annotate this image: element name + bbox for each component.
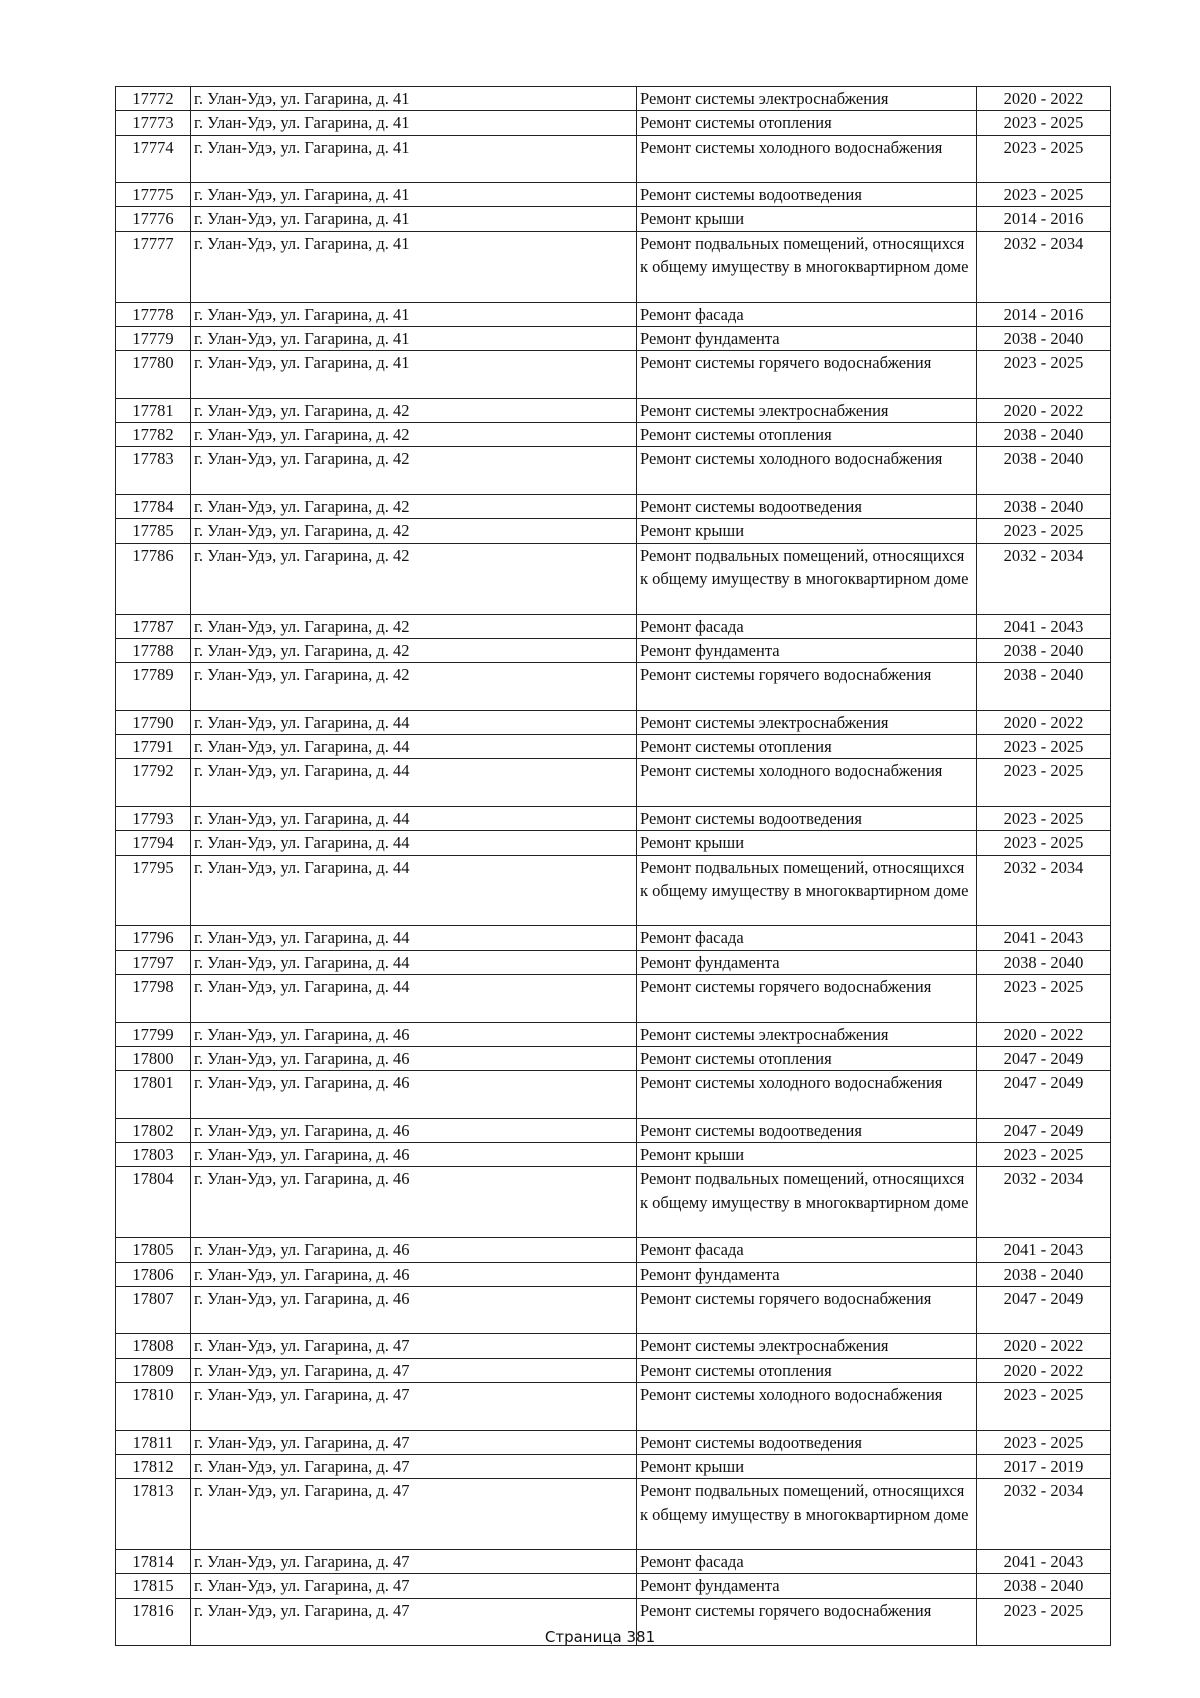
row-number-cell: 17790 xyxy=(116,710,191,734)
work-type-cell: Ремонт системы электроснабжения xyxy=(637,1022,977,1046)
period-cell: 2038 - 2040 xyxy=(977,495,1111,519)
work-type-cell: Ремонт системы водоотведения xyxy=(637,806,977,830)
table-row xyxy=(116,87,1111,111)
address-cell: г. Улан-Удэ, ул. Гагарина, д. 44 xyxy=(191,926,637,950)
table-row xyxy=(116,1167,1111,1238)
table-row xyxy=(116,855,1111,926)
table-row xyxy=(116,302,1111,326)
table-row xyxy=(116,207,1111,231)
address-cell: г. Улан-Удэ, ул. Гагарина, д. 41 xyxy=(191,87,637,111)
work-type-cell: Ремонт системы водоотведения xyxy=(637,183,977,207)
work-type-cell: Ремонт фундамента xyxy=(637,1574,977,1598)
row-number-cell: 17773 xyxy=(116,111,191,135)
table-row xyxy=(116,351,1111,399)
work-type-cell: Ремонт фасада xyxy=(637,302,977,326)
row-number-cell: 17772 xyxy=(116,87,191,111)
row-number-cell: 17784 xyxy=(116,495,191,519)
address-cell: г. Улан-Удэ, ул. Гагарина, д. 47 xyxy=(191,1574,637,1598)
table-row xyxy=(116,1118,1111,1142)
table-row xyxy=(116,1334,1111,1358)
address-cell: г. Улан-Удэ, ул. Гагарина, д. 42 xyxy=(191,638,637,662)
work-type-cell: Ремонт системы водоотведения xyxy=(637,1118,977,1142)
row-number-cell: 17788 xyxy=(116,638,191,662)
address-cell: г. Улан-Удэ, ул. Гагарина, д. 47 xyxy=(191,1383,637,1431)
row-number-cell: 17781 xyxy=(116,398,191,422)
address-cell: г. Улан-Удэ, ул. Гагарина, д. 42 xyxy=(191,447,637,495)
address-cell: г. Улан-Удэ, ул. Гагарина, д. 46 xyxy=(191,1167,637,1238)
address-cell: г. Улан-Удэ, ул. Гагарина, д. 47 xyxy=(191,1598,637,1646)
table-row xyxy=(116,1479,1111,1550)
row-number-cell: 17775 xyxy=(116,183,191,207)
address-cell: г. Улан-Удэ, ул. Гагарина, д. 44 xyxy=(191,759,637,807)
table-row xyxy=(116,519,1111,543)
period-cell: 2038 - 2040 xyxy=(977,638,1111,662)
table-row xyxy=(116,543,1111,614)
row-number-cell: 17776 xyxy=(116,207,191,231)
address-cell: г. Улан-Удэ, ул. Гагарина, д. 41 xyxy=(191,207,637,231)
period-cell: 2047 - 2049 xyxy=(977,1046,1111,1070)
row-number-cell: 17799 xyxy=(116,1022,191,1046)
row-number-cell: 17777 xyxy=(116,231,191,302)
row-number-cell: 17814 xyxy=(116,1550,191,1574)
period-cell: 2020 - 2022 xyxy=(977,710,1111,734)
work-type-cell: Ремонт крыши xyxy=(637,831,977,855)
table-row xyxy=(116,926,1111,950)
address-cell: г. Улан-Удэ, ул. Гагарина, д. 46 xyxy=(191,1118,637,1142)
work-type-cell: Ремонт системы горячего водоснабжения xyxy=(637,1598,977,1646)
address-cell: г. Улан-Удэ, ул. Гагарина, д. 47 xyxy=(191,1550,637,1574)
table-row xyxy=(116,735,1111,759)
row-number-cell: 17786 xyxy=(116,543,191,614)
row-number-cell: 17779 xyxy=(116,326,191,350)
table-row xyxy=(116,831,1111,855)
period-cell: 2020 - 2022 xyxy=(977,1022,1111,1046)
period-cell: 2023 - 2025 xyxy=(977,806,1111,830)
address-cell: г. Улан-Удэ, ул. Гагарина, д. 44 xyxy=(191,950,637,974)
repair-schedule-table xyxy=(115,86,1111,1646)
row-number-cell: 17809 xyxy=(116,1358,191,1382)
row-number-cell: 17808 xyxy=(116,1334,191,1358)
work-type-cell: Ремонт системы электроснабжения xyxy=(637,710,977,734)
work-type-cell: Ремонт системы отопления xyxy=(637,111,977,135)
address-cell: г. Улан-Удэ, ул. Гагарина, д. 41 xyxy=(191,183,637,207)
table-row xyxy=(116,759,1111,807)
address-cell: г. Улан-Удэ, ул. Гагарина, д. 41 xyxy=(191,302,637,326)
address-cell: г. Улан-Удэ, ул. Гагарина, д. 41 xyxy=(191,326,637,350)
address-cell: г. Улан-Удэ, ул. Гагарина, д. 42 xyxy=(191,663,637,711)
period-cell: 2023 - 2025 xyxy=(977,759,1111,807)
address-cell: г. Улан-Удэ, ул. Гагарина, д. 44 xyxy=(191,974,637,1022)
row-number-cell: 17797 xyxy=(116,950,191,974)
period-cell: 2023 - 2025 xyxy=(977,183,1111,207)
table-row xyxy=(116,663,1111,711)
table-row xyxy=(116,423,1111,447)
period-cell: 2038 - 2040 xyxy=(977,663,1111,711)
period-cell: 2041 - 2043 xyxy=(977,1238,1111,1262)
work-type-cell: Ремонт системы водоотведения xyxy=(637,495,977,519)
row-number-cell: 17816 xyxy=(116,1598,191,1646)
period-cell: 2023 - 2025 xyxy=(977,111,1111,135)
table-row xyxy=(116,1143,1111,1167)
address-cell: г. Улан-Удэ, ул. Гагарина, д. 42 xyxy=(191,398,637,422)
work-type-cell: Ремонт системы горячего водоснабжения xyxy=(637,1286,977,1334)
address-cell: г. Улан-Удэ, ул. Гагарина, д. 47 xyxy=(191,1358,637,1382)
work-type-cell: Ремонт системы отопления xyxy=(637,423,977,447)
period-cell: 2047 - 2049 xyxy=(977,1286,1111,1334)
table-row xyxy=(116,1454,1111,1478)
row-number-cell: 17811 xyxy=(116,1430,191,1454)
address-cell: г. Улан-Удэ, ул. Гагарина, д. 42 xyxy=(191,543,637,614)
address-cell: г. Улан-Удэ, ул. Гагарина, д. 47 xyxy=(191,1334,637,1358)
row-number-cell: 17796 xyxy=(116,926,191,950)
address-cell: г. Улан-Удэ, ул. Гагарина, д. 46 xyxy=(191,1071,637,1119)
address-cell: г. Улан-Удэ, ул. Гагарина, д. 44 xyxy=(191,855,637,926)
work-type-cell: Ремонт подвальных помещений, относящихся к общему имуществу в многоквартирном доме xyxy=(637,1167,977,1238)
period-cell: 2023 - 2025 xyxy=(977,519,1111,543)
table-body xyxy=(116,87,1111,1646)
table-row xyxy=(116,638,1111,662)
row-number-cell: 17813 xyxy=(116,1479,191,1550)
row-number-cell: 17798 xyxy=(116,974,191,1022)
period-cell: 2023 - 2025 xyxy=(977,1598,1111,1646)
table-row xyxy=(116,183,1111,207)
work-type-cell: Ремонт системы холодного водоснабжения xyxy=(637,1071,977,1119)
row-number-cell: 17815 xyxy=(116,1574,191,1598)
row-number-cell: 17812 xyxy=(116,1454,191,1478)
table-row xyxy=(116,1358,1111,1382)
period-cell: 2038 - 2040 xyxy=(977,423,1111,447)
work-type-cell: Ремонт системы отопления xyxy=(637,1046,977,1070)
row-number-cell: 17802 xyxy=(116,1118,191,1142)
address-cell: г. Улан-Удэ, ул. Гагарина, д. 46 xyxy=(191,1143,637,1167)
work-type-cell: Ремонт крыши xyxy=(637,1143,977,1167)
work-type-cell: Ремонт фасада xyxy=(637,1238,977,1262)
table-row xyxy=(116,495,1111,519)
work-type-cell: Ремонт системы холодного водоснабжения xyxy=(637,447,977,495)
period-cell: 2041 - 2043 xyxy=(977,1550,1111,1574)
work-type-cell: Ремонт фасада xyxy=(637,1550,977,1574)
table-row xyxy=(116,974,1111,1022)
work-type-cell: Ремонт системы электроснабжения xyxy=(637,87,977,111)
page-number: Страница 381 xyxy=(544,1628,656,1646)
table-row xyxy=(116,1286,1111,1334)
period-cell: 2020 - 2022 xyxy=(977,1334,1111,1358)
table-row xyxy=(116,614,1111,638)
table-row xyxy=(116,1550,1111,1574)
row-number-cell: 17789 xyxy=(116,663,191,711)
row-number-cell: 17791 xyxy=(116,735,191,759)
row-number-cell: 17793 xyxy=(116,806,191,830)
period-cell: 2032 - 2034 xyxy=(977,855,1111,926)
period-cell: 2020 - 2022 xyxy=(977,398,1111,422)
row-number-cell: 17810 xyxy=(116,1383,191,1431)
period-cell: 2038 - 2040 xyxy=(977,1262,1111,1286)
table-row xyxy=(116,1262,1111,1286)
row-number-cell: 17794 xyxy=(116,831,191,855)
work-type-cell: Ремонт системы холодного водоснабжения xyxy=(637,1383,977,1431)
table-row xyxy=(116,1022,1111,1046)
period-cell: 2023 - 2025 xyxy=(977,1383,1111,1431)
work-type-cell: Ремонт системы водоотведения xyxy=(637,1430,977,1454)
address-cell: г. Улан-Удэ, ул. Гагарина, д. 41 xyxy=(191,231,637,302)
row-number-cell: 17803 xyxy=(116,1143,191,1167)
work-type-cell: Ремонт системы горячего водоснабжения xyxy=(637,351,977,399)
period-cell: 2041 - 2043 xyxy=(977,614,1111,638)
period-cell: 2047 - 2049 xyxy=(977,1071,1111,1119)
table-row xyxy=(116,1238,1111,1262)
period-cell: 2032 - 2034 xyxy=(977,231,1111,302)
period-cell: 2032 - 2034 xyxy=(977,1167,1111,1238)
table-row xyxy=(116,135,1111,183)
work-type-cell: Ремонт крыши xyxy=(637,1454,977,1478)
address-cell: г. Улан-Удэ, ул. Гагарина, д. 44 xyxy=(191,806,637,830)
table-row xyxy=(116,710,1111,734)
work-type-cell: Ремонт системы холодного водоснабжения xyxy=(637,135,977,183)
table-row xyxy=(116,1383,1111,1431)
work-type-cell: Ремонт фундамента xyxy=(637,326,977,350)
row-number-cell: 17801 xyxy=(116,1071,191,1119)
period-cell: 2014 - 2016 xyxy=(977,207,1111,231)
row-number-cell: 17806 xyxy=(116,1262,191,1286)
table-row xyxy=(116,1071,1111,1119)
row-number-cell: 17787 xyxy=(116,614,191,638)
work-type-cell: Ремонт подвальных помещений, относящихся к общему имуществу в многоквартирном доме xyxy=(637,231,977,302)
work-type-cell: Ремонт подвальных помещений, относящихся к общему имуществу в многоквартирном доме xyxy=(637,543,977,614)
table-row xyxy=(116,1046,1111,1070)
row-number-cell: 17804 xyxy=(116,1167,191,1238)
period-cell: 2017 - 2019 xyxy=(977,1454,1111,1478)
address-cell: г. Улан-Удэ, ул. Гагарина, д. 44 xyxy=(191,735,637,759)
row-number-cell: 17782 xyxy=(116,423,191,447)
row-number-cell: 17785 xyxy=(116,519,191,543)
work-type-cell: Ремонт крыши xyxy=(637,519,977,543)
work-type-cell: Ремонт крыши xyxy=(637,207,977,231)
period-cell: 2038 - 2040 xyxy=(977,1574,1111,1598)
row-number-cell: 17778 xyxy=(116,302,191,326)
row-number-cell: 17800 xyxy=(116,1046,191,1070)
row-number-cell: 17774 xyxy=(116,135,191,183)
row-number-cell: 17792 xyxy=(116,759,191,807)
work-type-cell: Ремонт подвальных помещений, относящихся к общему имуществу в многоквартирном доме xyxy=(637,1479,977,1550)
work-type-cell: Ремонт фасада xyxy=(637,614,977,638)
work-type-cell: Ремонт системы холодного водоснабжения xyxy=(637,759,977,807)
address-cell: г. Улан-Удэ, ул. Гагарина, д. 42 xyxy=(191,519,637,543)
period-cell: 2023 - 2025 xyxy=(977,974,1111,1022)
address-cell: г. Улан-Удэ, ул. Гагарина, д. 44 xyxy=(191,710,637,734)
work-type-cell: Ремонт фундамента xyxy=(637,638,977,662)
address-cell: г. Улан-Удэ, ул. Гагарина, д. 42 xyxy=(191,423,637,447)
table-row xyxy=(116,231,1111,302)
work-type-cell: Ремонт системы горячего водоснабжения xyxy=(637,974,977,1022)
period-cell: 2038 - 2040 xyxy=(977,950,1111,974)
period-cell: 2038 - 2040 xyxy=(977,447,1111,495)
work-type-cell: Ремонт системы горячего водоснабжения xyxy=(637,663,977,711)
period-cell: 2047 - 2049 xyxy=(977,1118,1111,1142)
address-cell: г. Улан-Удэ, ул. Гагарина, д. 47 xyxy=(191,1479,637,1550)
address-cell: г. Улан-Удэ, ул. Гагарина, д. 46 xyxy=(191,1022,637,1046)
period-cell: 2023 - 2025 xyxy=(977,735,1111,759)
period-cell: 2023 - 2025 xyxy=(977,831,1111,855)
address-cell: г. Улан-Удэ, ул. Гагарина, д. 46 xyxy=(191,1046,637,1070)
work-type-cell: Ремонт подвальных помещений, относящихся к общему имуществу в многоквартирном доме xyxy=(637,855,977,926)
period-cell: 2023 - 2025 xyxy=(977,1430,1111,1454)
table-row xyxy=(116,1574,1111,1598)
address-cell: г. Улан-Удэ, ул. Гагарина, д. 41 xyxy=(191,111,637,135)
period-cell: 2032 - 2034 xyxy=(977,1479,1111,1550)
address-cell: г. Улан-Удэ, ул. Гагарина, д. 46 xyxy=(191,1286,637,1334)
period-cell: 2020 - 2022 xyxy=(977,87,1111,111)
table-row xyxy=(116,398,1111,422)
work-type-cell: Ремонт фундамента xyxy=(637,1262,977,1286)
period-cell: 2038 - 2040 xyxy=(977,326,1111,350)
table-row xyxy=(116,950,1111,974)
work-type-cell: Ремонт системы электроснабжения xyxy=(637,1334,977,1358)
address-cell: г. Улан-Удэ, ул. Гагарина, д. 41 xyxy=(191,135,637,183)
address-cell: г. Улан-Удэ, ул. Гагарина, д. 44 xyxy=(191,831,637,855)
row-number-cell: 17795 xyxy=(116,855,191,926)
row-number-cell: 17783 xyxy=(116,447,191,495)
address-cell: г. Улан-Удэ, ул. Гагарина, д. 47 xyxy=(191,1454,637,1478)
table-row xyxy=(116,111,1111,135)
table-row xyxy=(116,1430,1111,1454)
row-number-cell: 17780 xyxy=(116,351,191,399)
address-cell: г. Улан-Удэ, ул. Гагарина, д. 47 xyxy=(191,1430,637,1454)
period-cell: 2020 - 2022 xyxy=(977,1358,1111,1382)
period-cell: 2023 - 2025 xyxy=(977,1143,1111,1167)
period-cell: 2023 - 2025 xyxy=(977,135,1111,183)
address-cell: г. Улан-Удэ, ул. Гагарина, д. 41 xyxy=(191,351,637,399)
work-type-cell: Ремонт системы отопления xyxy=(637,735,977,759)
row-number-cell: 17807 xyxy=(116,1286,191,1334)
row-number-cell: 17805 xyxy=(116,1238,191,1262)
period-cell: 2014 - 2016 xyxy=(977,302,1111,326)
work-type-cell: Ремонт фундамента xyxy=(637,950,977,974)
work-type-cell: Ремонт фасада xyxy=(637,926,977,950)
address-cell: г. Улан-Удэ, ул. Гагарина, д. 46 xyxy=(191,1238,637,1262)
table-row xyxy=(116,447,1111,495)
period-cell: 2032 - 2034 xyxy=(977,543,1111,614)
table-row xyxy=(116,806,1111,830)
work-type-cell: Ремонт системы отопления xyxy=(637,1358,977,1382)
address-cell: г. Улан-Удэ, ул. Гагарина, д. 42 xyxy=(191,495,637,519)
work-type-cell: Ремонт системы электроснабжения xyxy=(637,398,977,422)
period-cell: 2041 - 2043 xyxy=(977,926,1111,950)
address-cell: г. Улан-Удэ, ул. Гагарина, д. 46 xyxy=(191,1262,637,1286)
table-row xyxy=(116,326,1111,350)
period-cell: 2023 - 2025 xyxy=(977,351,1111,399)
address-cell: г. Улан-Удэ, ул. Гагарина, д. 42 xyxy=(191,614,637,638)
